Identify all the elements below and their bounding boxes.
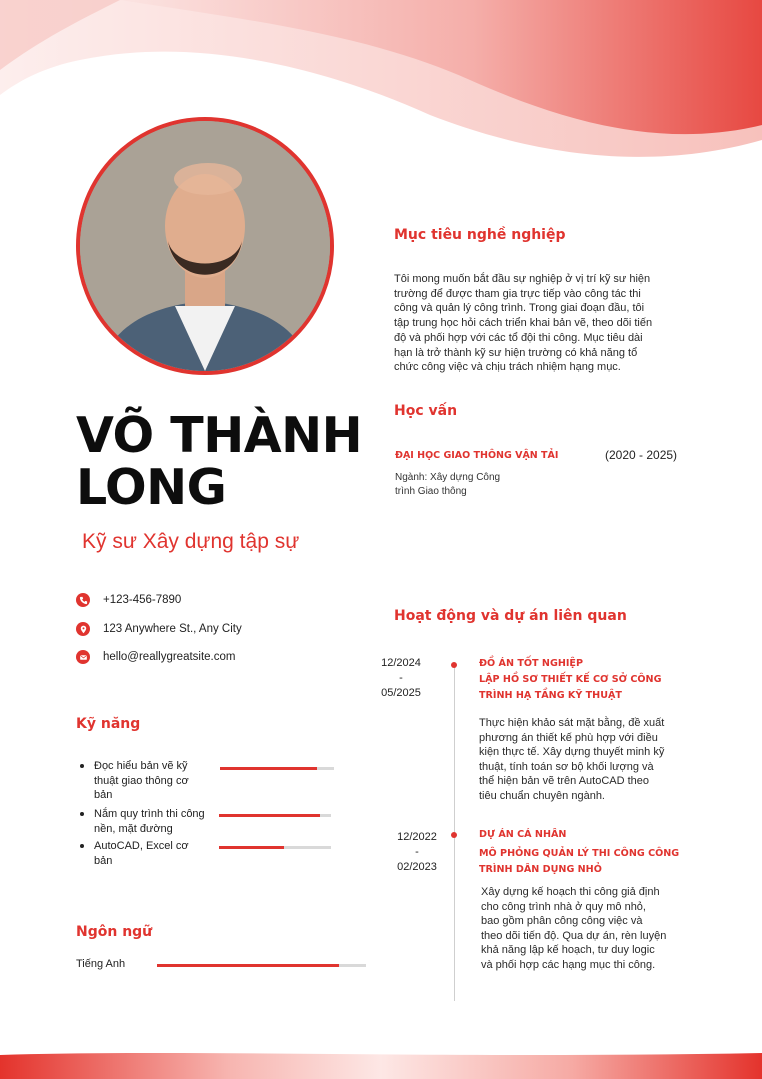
profile-photo <box>76 117 334 375</box>
bullet <box>80 764 84 768</box>
date-separator: - <box>415 846 419 858</box>
project-title-line: TRÌNH DÂN DỤNG NHỎ <box>479 864 602 875</box>
objective-text <box>394 272 694 375</box>
date-end: 05/2025 <box>381 687 421 699</box>
bottom-wave-decoration <box>0 1049 762 1079</box>
skill-level-fill <box>219 814 320 817</box>
skill-level-bar <box>219 814 331 817</box>
project-desc-line: thể hiện bản vẽ trên AutoCAD theo <box>479 775 650 788</box>
project-description <box>481 885 689 973</box>
phone-icon <box>76 593 90 607</box>
skill-level-bar <box>220 767 334 770</box>
skill-label: AutoCAD, Excel cơ bản <box>94 840 189 867</box>
name-line-2: LONG <box>76 459 227 516</box>
objective-line: trường để được tham gia trực tiếp vào công tác thi <box>394 287 641 300</box>
skill-label: Nắm quy trình thi công nền, mặt đường <box>94 808 205 835</box>
language-level-fill <box>157 964 339 967</box>
project-desc-line: theo dõi tiến độ. Qua dự án, rèn luyện <box>481 929 667 942</box>
project-title-line: ĐỒ ÁN TỐT NGHIỆP <box>479 658 583 669</box>
contact-phone[interactable] <box>76 591 356 609</box>
language-label: Tiếng Anh <box>76 958 126 970</box>
project-desc-line: cho công trình nhà ở quy mô nhỏ, <box>481 900 646 913</box>
project-title <box>479 656 709 704</box>
project-desc-line: phương án thiết kế phù hợp với điều <box>479 731 658 744</box>
project-desc-line: và phối hợp các hạng mục thi công. <box>481 958 656 971</box>
project-desc-line: bao gồm phân công công việc và <box>481 915 643 928</box>
date-start: 12/2022 <box>397 831 437 843</box>
project-desc-line: thuật, tính toán sơ bộ khối lượng và <box>479 760 654 773</box>
project-title-line: MÔ PHỎNG QUẢN LÝ THI CÔNG CÔNG <box>479 848 680 859</box>
job-title: Kỹ sư Xây dựng tập sự <box>82 530 300 553</box>
project-desc-line: tiêu chuẩn chuyên ngành. <box>479 789 605 802</box>
phone-text: +123-456-7890 <box>103 594 182 606</box>
languages-heading: Ngôn ngữ <box>76 924 153 940</box>
candidate-name <box>76 407 376 516</box>
objective-line: chức công việc và chịu trách nhiệm hạng mục. <box>394 361 621 374</box>
education-heading: Học vấn <box>394 403 458 419</box>
name-line-1: VÕ THÀNH <box>76 407 363 464</box>
email-text: hello@reallygreatsite.com <box>103 651 236 663</box>
bullet <box>80 812 84 816</box>
project-title-line: DỰ ÁN CÁ NHÂN <box>479 829 567 840</box>
skill-level-bar <box>219 846 331 849</box>
objective-line: Tôi mong muốn bắt đầu sự nghiệp ở vị trí kỹ sư hiện <box>394 273 651 285</box>
project-date <box>382 830 452 875</box>
date-start: 12/2024 <box>381 657 421 669</box>
skill-level-fill <box>219 846 284 849</box>
project-title <box>479 827 709 878</box>
major-line: trình Giao thông <box>395 486 467 497</box>
project-title-line: TRÌNH HẠ TẦNG KỸ THUẬT <box>479 690 622 701</box>
contact-address <box>76 620 356 638</box>
objective-line: tập trung học hỏi cách triển khai bản vẽ, theo dõi tiến <box>394 317 653 330</box>
project-desc-line: kiện thực tế. Xây dựng thuyết minh kỹ <box>479 746 665 759</box>
bullet <box>80 844 84 848</box>
objective-line: độ và phối hợp với các tổ đội thi công. Mục tiêu dài <box>394 331 643 344</box>
project-desc-line: khả năng lập kế hoạch, tư duy logic <box>481 944 655 957</box>
project-date <box>366 656 436 701</box>
date-separator: - <box>399 672 403 684</box>
project-description <box>479 716 687 804</box>
objective-line: hạn là trở thành kỹ sư hiện trường có khả năng tổ <box>394 346 638 359</box>
objective-line: công và quản lý công trình. Trong giai đoạn đầu, tôi <box>394 302 645 315</box>
project-desc-line: Thực hiện khảo sát mặt bằng, đề xuất <box>479 717 665 729</box>
school-name: ĐẠI HỌC GIAO THÔNG VẬN TẢI <box>395 450 559 461</box>
date-end: 02/2023 <box>397 861 437 873</box>
timeline-dot <box>451 662 457 668</box>
location-pin-icon <box>76 622 90 636</box>
contact-email[interactable] <box>76 648 356 666</box>
language-level-bar <box>157 964 366 967</box>
skills-heading: Kỹ năng <box>76 716 141 732</box>
project-desc-line: Xây dựng kế hoạch thi công giả định <box>481 886 660 898</box>
address-text: 123 Anywhere St., Any City <box>103 623 242 635</box>
skill-level-fill <box>220 767 317 770</box>
projects-heading: Hoạt động và dự án liên quan <box>394 608 627 624</box>
email-icon <box>76 650 90 664</box>
major-line: Ngành: Xây dựng Công <box>395 472 501 483</box>
skill-label: Đọc hiểu bản vẽ kỹ thuật giao thông cơ bản <box>94 760 189 801</box>
education-major <box>395 471 535 499</box>
objective-heading: Mục tiêu nghề nghiệp <box>394 227 566 243</box>
project-title-line: LẬP HỒ SƠ THIẾT KẾ CƠ SỞ CÔNG <box>479 674 662 685</box>
education-years: (2020 - 2025) <box>605 448 678 462</box>
